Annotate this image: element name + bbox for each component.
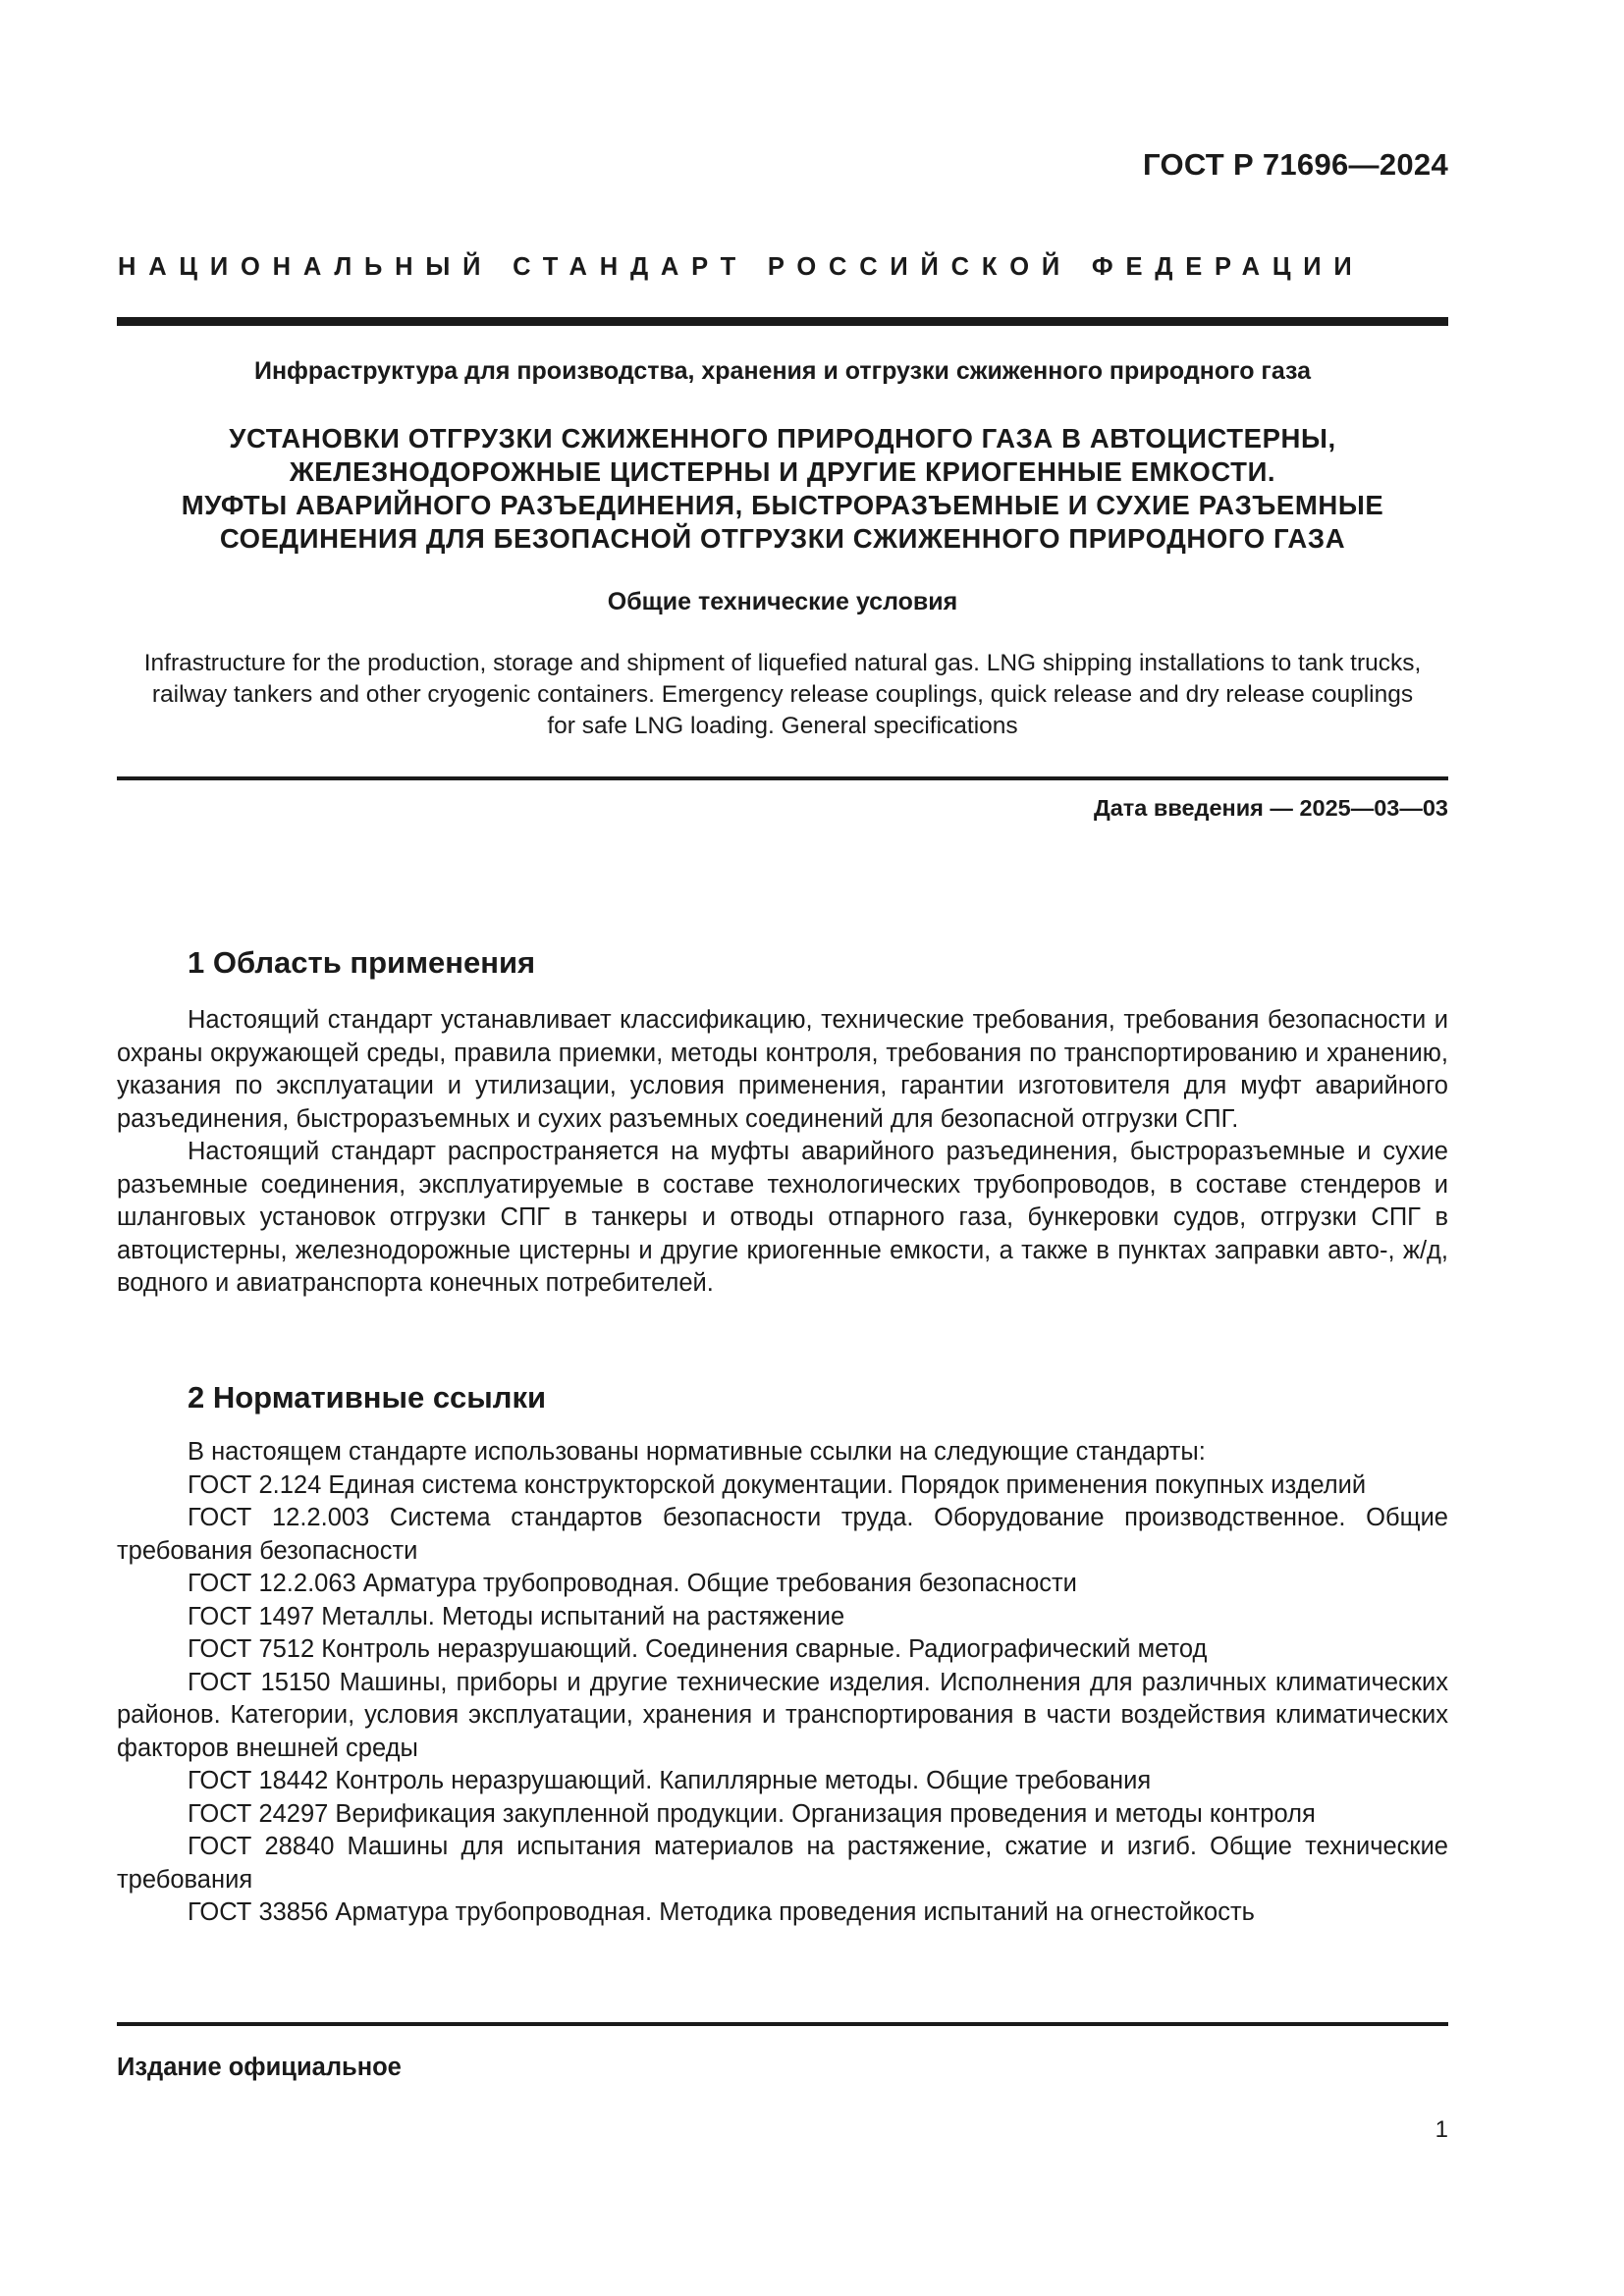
reference-item: ГОСТ 18442 Контроль неразрушающий. Капиллярные методы. Общие требования — [188, 1767, 1152, 1794]
main-title-line: СОЕДИНЕНИЯ ДЛЯ БЕЗОПАСНОЙ ОТГРУЗКИ СЖИЖЕННОГО ПРИРОДНОГО ГАЗА — [219, 523, 1346, 554]
page-number: 1 — [1435, 2116, 1448, 2143]
main-title — [117, 422, 1448, 556]
english-title-line: for safe LNG loading. General specifications — [547, 713, 1018, 739]
intro-date: Дата введения — 2025—03—03 — [1093, 795, 1448, 821]
section-1-body — [117, 1004, 1448, 1301]
reference-item: ГОСТ 15150 Машины, приборы и другие технические изделия. Исполнения для различных климатических районов. Категории, условия эксплуатации, хранения и транспортирования в части воздействия климатических факторов внешней среды — [117, 1668, 1448, 1762]
reference-item: ГОСТ 24297 Верификация закупленной продукции. Организация проведения и методы контроля — [188, 1799, 1316, 1828]
section-2-body — [117, 1436, 1448, 1930]
official-edition: Издание официальное — [117, 2054, 402, 2081]
reference-item: ГОСТ 28840 Машины для испытания материалов на растяжение, сжатие и изгиб. Общие технические требования — [117, 1833, 1448, 1894]
reference-item: ГОСТ 12.2.003 Система стандартов безопасности труда. Оборудование производственное. Общие требования безопасности — [117, 1504, 1448, 1565]
english-title-line: Infrastructure for the production, storage and shipment of liquefied natural gas. LNG shipping installations to tank trucks, — [143, 650, 1422, 676]
subtitle: Общие технические условия — [607, 588, 958, 615]
reference-item: ГОСТ 33856 Арматура трубопроводная. Методика проведения испытаний на огнестойкость — [188, 1898, 1255, 1926]
standard-code: ГОСТ Р 71696—2024 — [1143, 147, 1448, 182]
paragraph: Настоящий стандарт устанавливает классификацию, технические требования, требования безопасности и охраны окружающей среды, правила приемки, методы контроля, требования по транспортированию и хранению, указания по эксплуатации и утилизации, условия применения, гарантии изготовителя для муфт аварийного разъединения, быстроразъемных и сухих разъемных соединений для безопасной отгрузки СПГ. — [117, 1006, 1448, 1133]
title-rule — [117, 776, 1448, 780]
main-title-line: УСТАНОВКИ ОТГРУЗКИ СЖИЖЕННОГО ПРИРОДНОГО ГАЗА В АВТОЦИСТЕРНЫ, — [229, 423, 1336, 454]
infrastructure-title: Инфраструктура для производства, хранения и отгрузки сжиженного природного газа — [253, 357, 1312, 385]
section-1-heading: 1 Область применения — [188, 945, 536, 980]
main-title-line: МУФТЫ АВАРИЙНОГО РАЗЪЕДИНЕНИЯ, БЫСТРОРАЗЪЕМНЫЕ И СУХИЕ РАЗЪЕМНЫЕ — [181, 490, 1384, 520]
reference-item: ГОСТ 1497 Металлы. Методы испытаний на растяжение — [188, 1602, 845, 1630]
reference-item: ГОСТ 2.124 Единая система конструкторской документации. Порядок применения покупных изделий — [188, 1470, 1367, 1499]
footer-rule — [117, 2022, 1448, 2026]
paragraph: Настоящий стандарт распространяется на муфты аварийного разъединения, быстроразъемные и сухие разъемные соединения, эксплуатируемые в составе технологических трубопроводов, в составе стендеров и шланговых установок отгрузки СПГ в танкеры и отводы отпарного газа, бункеровки судов, отгрузки СПГ в автоцистерны, железнодорожные цистерны и другие криогенные емкости, а также в пунктах заправки авто-, ж/д, водного и авиатранспорта конечных потребителей. — [117, 1138, 1448, 1297]
english-title-line: railway tankers and other cryogenic containers. Emergency release couplings, quick release and dry release couplings — [151, 681, 1414, 708]
reference-item: ГОСТ 7512 Контроль неразрушающий. Соединения сварные. Радиографический метод — [188, 1635, 1208, 1663]
section-2-heading: 2 Нормативные ссылки — [188, 1380, 547, 1415]
references-intro: В настоящем стандарте использованы нормативные ссылки на следующие стандарты: — [188, 1438, 1206, 1466]
header-rule — [117, 317, 1448, 326]
main-title-line: ЖЕЛЕЗНОДОРОЖНЫЕ ЦИСТЕРНЫ И ДРУГИЕ КРИОГЕННЫЕ ЕМКОСТИ. — [289, 456, 1276, 487]
national-standard-header: НАЦИОНАЛЬНЫЙ СТАНДАРТ РОССИЙСКОЙ ФЕДЕРАЦИИ — [118, 253, 1365, 281]
reference-item: ГОСТ 12.2.063 Арматура трубопроводная. Общие требования безопасности — [188, 1570, 1077, 1597]
english-title — [117, 648, 1448, 742]
